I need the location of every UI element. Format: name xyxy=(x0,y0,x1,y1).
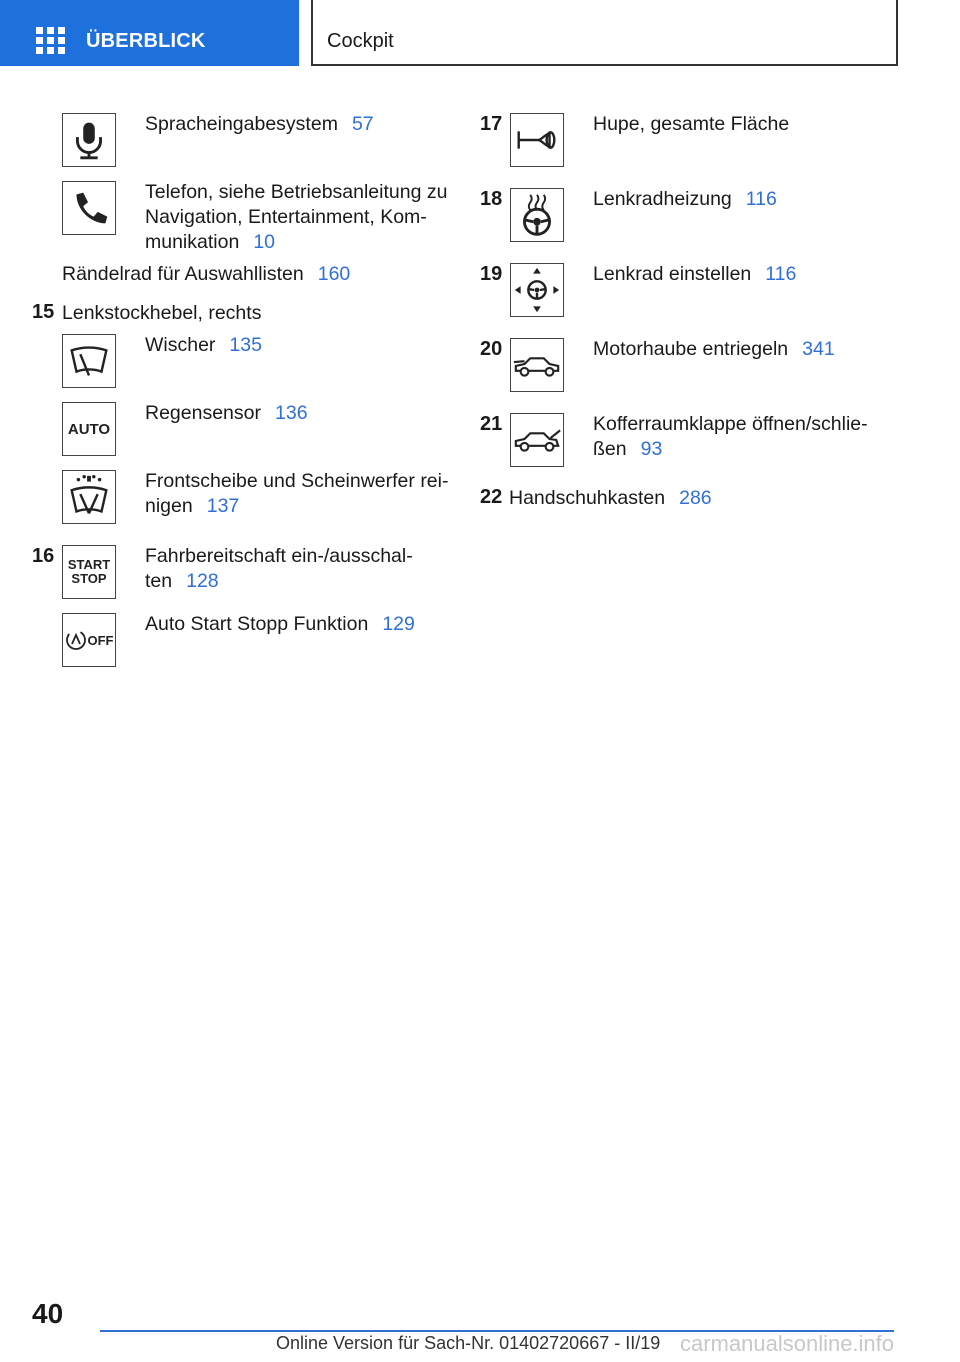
phone-page-link[interactable]: 10 xyxy=(253,231,276,253)
steering-wheel-heating-icon xyxy=(510,188,564,242)
start-stop-icon-line-2: STOP xyxy=(71,571,107,586)
hood-release-page-link[interactable]: 341 xyxy=(802,338,835,360)
wiper-icon xyxy=(62,334,116,388)
item-number-17: 17 xyxy=(480,113,503,135)
wiper-page-link[interactable]: 135 xyxy=(229,334,262,356)
steering-heating-entry xyxy=(593,187,777,212)
trunk-lid-icon xyxy=(510,413,564,467)
start-stop-icon xyxy=(62,545,116,599)
rain-sensor-page-link[interactable]: 136 xyxy=(275,402,308,424)
trunk-page-link[interactable]: 93 xyxy=(640,438,663,460)
rain-sensor-label: Regensensor xyxy=(145,402,261,424)
trunk-entry xyxy=(593,412,868,462)
steering-heating-page-link[interactable]: 116 xyxy=(745,188,777,210)
start-stop-line-2: ten xyxy=(145,570,173,592)
start-stop-entry xyxy=(145,544,413,594)
chapter-title: Cockpit xyxy=(327,30,394,52)
thumbwheel-entry xyxy=(62,262,350,287)
item-number-21: 21 xyxy=(480,413,503,435)
washer-line-1: Frontscheibe und Scheinwerfer rei- xyxy=(145,470,449,492)
steering-adjust-page-link[interactable]: 116 xyxy=(765,263,797,285)
glovebox-page-link[interactable]: 286 xyxy=(679,487,712,509)
wiper-label: Wischer xyxy=(145,334,216,356)
rain-sensor-entry xyxy=(145,401,308,426)
thumbwheel-label: Rändelrad für Auswahllisten xyxy=(62,263,304,285)
item-number-15: 15 xyxy=(32,301,55,323)
start-stop-page-link[interactable]: 128 xyxy=(186,570,219,592)
steering-heating-label: Lenkradheizung xyxy=(593,188,732,210)
watermark: carmanualsonline.info xyxy=(680,1331,895,1356)
hood-release-entry xyxy=(593,337,835,362)
auto-start-stop-page-link[interactable]: 129 xyxy=(382,613,415,635)
auto-off-icon-text: OFF xyxy=(87,632,114,648)
phone-line-3: munikation xyxy=(145,231,240,253)
thumbwheel-page-link[interactable]: 160 xyxy=(317,263,351,285)
voice-system-entry xyxy=(145,112,374,137)
phone-line-2: Navigation, Entertainment, Kom- xyxy=(145,206,427,228)
auto-icon-text: AUTO xyxy=(67,420,111,438)
auto-start-stop-label: Auto Start Stopp Funktion xyxy=(145,613,369,635)
start-stop-line-1: Fahrbereitschaft ein-/ausschal- xyxy=(145,545,413,567)
grid-menu-icon xyxy=(36,27,66,55)
auto-icon xyxy=(62,402,116,456)
horn-icon xyxy=(510,113,564,167)
steering-adjust-entry xyxy=(593,262,796,287)
hood-release-label: Motorhaube entriegeln xyxy=(593,338,789,360)
item-15-label: Lenkstockhebel, rechts xyxy=(62,302,262,324)
glovebox-label: Handschuhkasten xyxy=(509,487,666,509)
hood-release-icon xyxy=(510,338,564,392)
phone-entry xyxy=(145,180,447,255)
glovebox-entry xyxy=(509,486,712,511)
auto-start-stop-entry xyxy=(145,612,415,637)
item-number-22: 22 xyxy=(480,486,503,508)
washer-page-link[interactable]: 137 xyxy=(206,495,240,517)
section-tab-label: ÜBERBLICK xyxy=(86,30,206,52)
start-stop-icon-line-1: START xyxy=(67,557,111,572)
steering-adjust-icon xyxy=(510,263,564,317)
page-number: 40 xyxy=(32,1298,64,1329)
section-tab[interactable] xyxy=(0,0,299,66)
steering-adjust-label: Lenkrad einstellen xyxy=(593,263,752,285)
voice-system-label: Spracheingabesystem xyxy=(145,113,338,135)
item-number-18: 18 xyxy=(480,188,503,210)
trunk-line-2: ßen xyxy=(593,438,627,460)
voice-system-page-link[interactable]: 57 xyxy=(351,113,374,135)
item-number-19: 19 xyxy=(480,263,503,285)
chapter-header xyxy=(311,0,898,66)
trunk-line-1: Kofferraumklappe öffnen/schlie- xyxy=(593,413,868,435)
auto-start-stop-off-icon xyxy=(62,613,116,667)
phone-line-1: Telefon, siehe Betriebsanleitung zu xyxy=(145,181,448,203)
microphone-icon xyxy=(62,113,116,167)
auto-a-circle-icon xyxy=(65,629,87,651)
washer-line-2: nigen xyxy=(145,495,193,517)
washer-entry xyxy=(145,469,448,519)
horn-entry: Hupe, gesamte Fläche xyxy=(593,113,790,135)
item-number-20: 20 xyxy=(480,338,503,360)
footer-online-version: Online Version für Sach-Nr. 01402720667 - II/19 xyxy=(276,1333,661,1353)
washer-icon xyxy=(62,470,116,524)
item-number-16: 16 xyxy=(32,545,55,567)
phone-icon xyxy=(62,181,116,235)
wiper-entry xyxy=(145,333,262,358)
